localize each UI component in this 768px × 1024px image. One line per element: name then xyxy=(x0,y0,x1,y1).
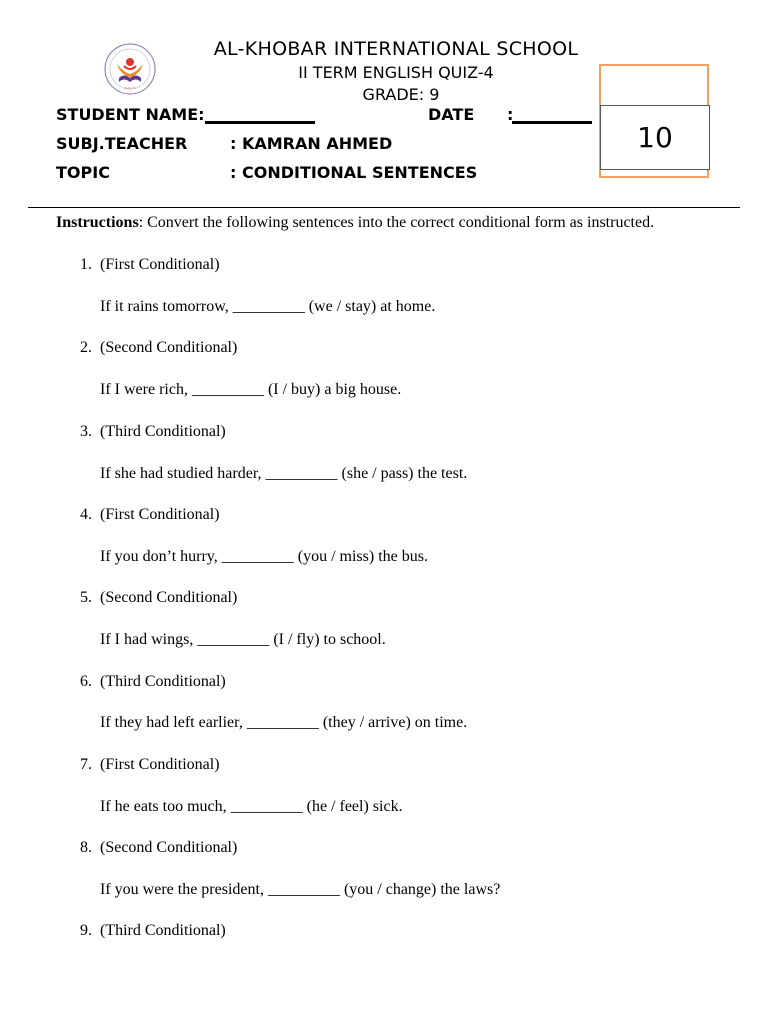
question-type: (Second Conditional) xyxy=(100,589,238,606)
student-name-label: STUDENT NAME: xyxy=(56,105,205,124)
topic-label: TOPIC xyxy=(56,163,110,182)
question-number: 7. xyxy=(80,756,92,773)
question-number: 5. xyxy=(80,589,92,606)
instructions xyxy=(56,214,654,232)
question-number: 1. xyxy=(80,256,92,273)
question-sentence: If I were rich, _________ (I / buy) a big house. xyxy=(100,381,402,398)
question-type: (Third Conditional) xyxy=(100,922,226,939)
question-number: 9. xyxy=(80,922,92,939)
question-sentence: If she had studied harder, _________ (she / pass) the test. xyxy=(100,465,468,482)
instructions-label: Instructions xyxy=(56,214,139,231)
date-label: DATE xyxy=(428,105,475,124)
question-number: 6. xyxy=(80,673,92,690)
question-type: (First Conditional) xyxy=(100,756,220,773)
question-sentence: If it rains tomorrow, _________ (we / stay) at home. xyxy=(100,298,436,315)
question-sentence: If I had wings, _________ (I / fly) to school. xyxy=(100,631,386,648)
question-type: (First Conditional) xyxy=(100,256,220,273)
grade-label: GRADE: 9 xyxy=(362,85,440,104)
svg-text:~~~: ~~~ xyxy=(123,86,137,92)
divider-line xyxy=(28,207,740,208)
question-type: (Second Conditional) xyxy=(100,839,238,856)
quiz-title: II TERM ENGLISH QUIZ-4 xyxy=(298,63,494,82)
question-number: 2. xyxy=(80,339,92,356)
question-sentence: If he eats too much, _________ (he / feel) sick. xyxy=(100,798,403,815)
teacher-label: SUBJ.TEACHER xyxy=(56,134,188,153)
date-blank[interactable] xyxy=(512,121,592,124)
student-name-blank[interactable] xyxy=(205,121,315,124)
question-number: 4. xyxy=(80,506,92,523)
topic-value: : CONDITIONAL SENTENCES xyxy=(230,163,478,182)
question-sentence: If you were the president, _________ (you / change) the laws? xyxy=(100,881,501,898)
question-number: 3. xyxy=(80,423,92,440)
question-type: (Third Conditional) xyxy=(100,423,226,440)
instructions-text: : Convert the following sentences into the correct conditional form as instructed. xyxy=(138,214,655,231)
school-name: AL-KHOBAR INTERNATIONAL SCHOOL xyxy=(213,38,579,60)
question-type: (Second Conditional) xyxy=(100,339,238,356)
score-value: 10 xyxy=(600,105,710,170)
question-sentence: If they had left earlier, _________ (they / arrive) on time. xyxy=(100,714,468,731)
question-type: (Third Conditional) xyxy=(100,673,226,690)
date-colon: : xyxy=(507,105,514,124)
question-type: (First Conditional) xyxy=(100,506,220,523)
question-sentence: If you don’t hurry, _________ (you / miss) the bus. xyxy=(100,548,428,565)
question-number: 8. xyxy=(80,839,92,856)
teacher-value: : KAMRAN AHMED xyxy=(230,134,393,153)
